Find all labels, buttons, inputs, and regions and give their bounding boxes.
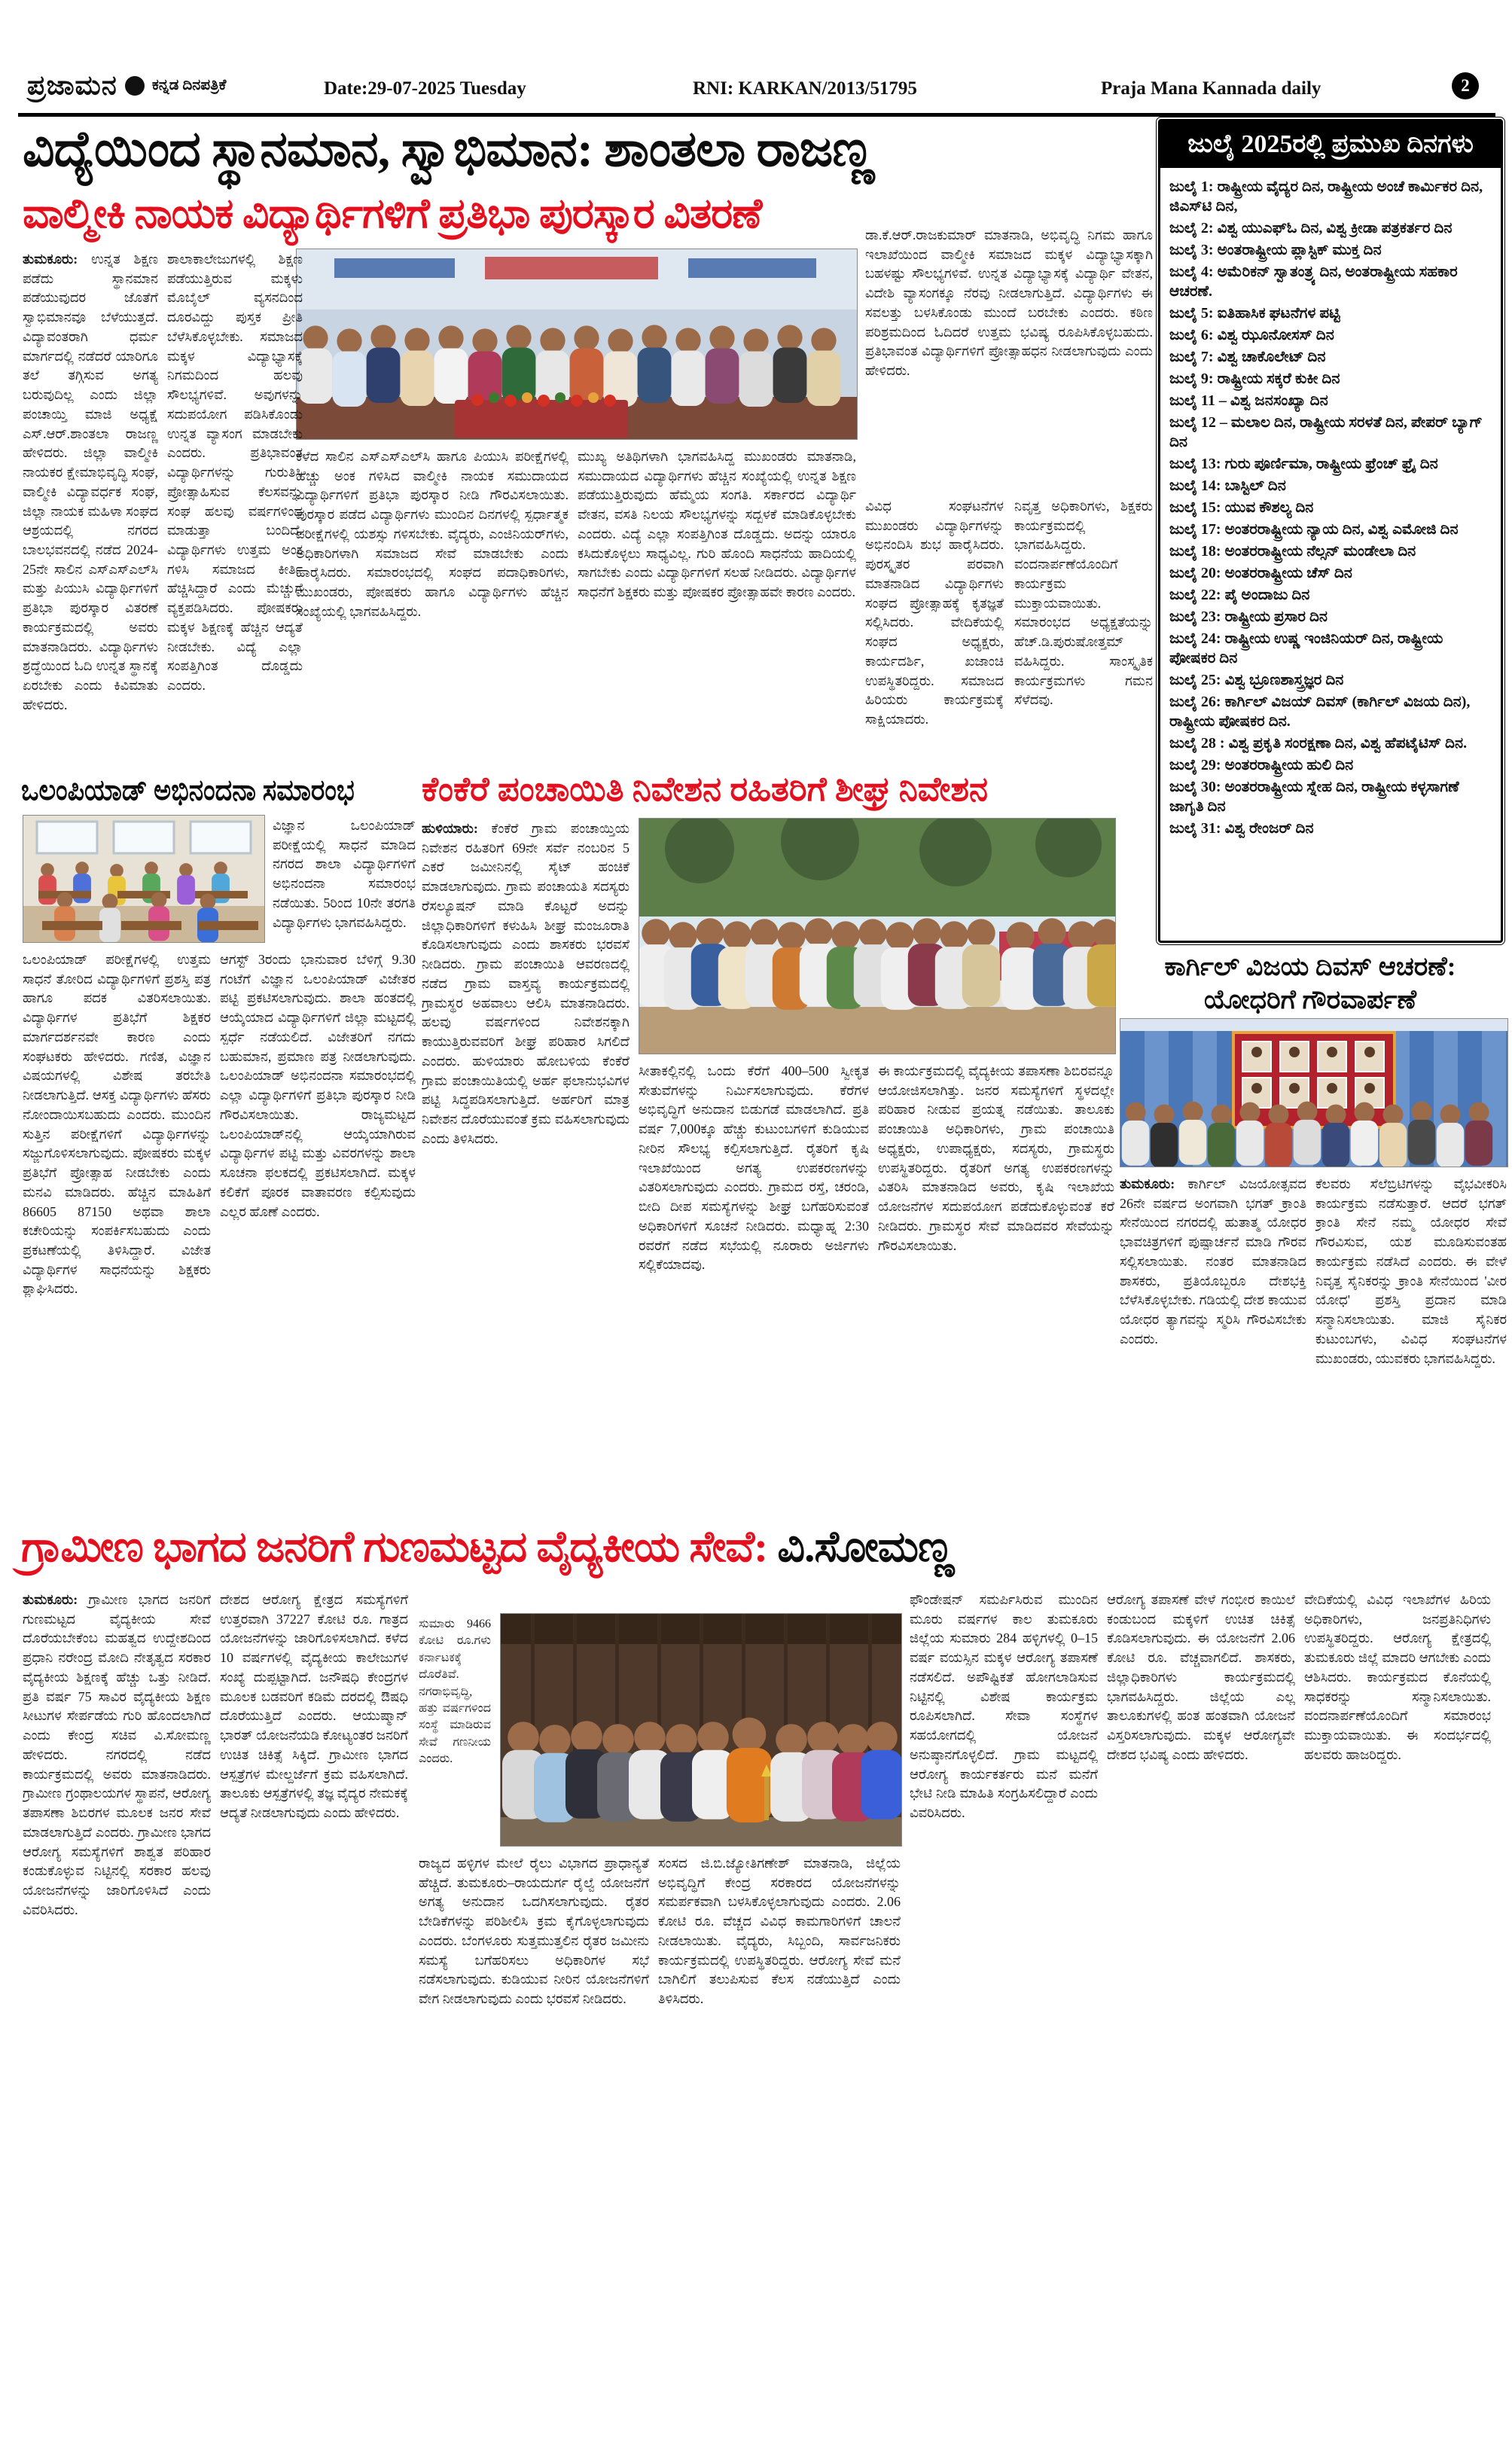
list-item: ಜುಲೈ 24: ರಾಷ್ಟ್ರೀಯ ಉಷ್ಣ ಇಂಜಿನಿಯರ್ ದಿನ, ರಾಷ್ಟ್ರೀಯ ಪೋಷಕರ ದಿನ: [1169, 630, 1443, 666]
kenkere-headline: ಕೆಂಕೆರೆ ಪಂಚಾಯಿತಿ ನಿವೇಶನ ರಹಿತರಿಗೆ ಶೀಘ್ರ ನಿವೇಶನ: [422, 770, 989, 808]
list-item: ಜುಲೈ 6: ವಿಶ್ವ ಝೂನೋಸಸ್ ದಿನ: [1169, 327, 1334, 343]
list-item: ಜುಲೈ 3: ಅಂತರಾಷ್ಟ್ರೀಯ ಪ್ಲಾಸ್ಟಿಕ್ ಮುಕ್ತ ದಿನ: [1169, 242, 1382, 258]
list-item: ಜುಲೈ 13: ಗುರು ಪೂರ್ಣಿಮಾ, ರಾಷ್ಟ್ರೀಯ ಫ್ರೆಂಚ್ ಫ್ರೈ ದಿನ: [1169, 456, 1438, 472]
dateline: ತುಮಕೂರು:: [23, 1592, 78, 1607]
kargil-column: ಕೆಲವರು ಸೆಲೆಬ್ರಿಟಿಗಳನ್ನು ವೈಭವೀಕರಿಸಿ ಕಾರ್ಯಕ್ರಮ ನಡೆಸುತ್ತಾರೆ. ಆದರೆ ಭಗತ್ ಕ್ರಾಂತಿ ಸೇನೆ ನಮ್ಮ ಯೋಧರ ಸೇವೆ ಗೌರವಿಸುವ, ಯಶ ಮೂಡಿಸುವಂತಹ ಕಾರ್ಯಕ್ರಮ ನಡೆಸಿದೆ ಎಂದರು. ಈ ವೇಳೆ ನಿವೃತ್ತ ಸೈನಿಕರನ್ನು ಕ್ರಾಂತಿ ಸೇನೆಯಿಂದ 'ವೀರ ಯೋಧ' ಪ್ರಶಸ್ತಿ ಪ್ರದಾನ ಮಾಡಿ ಸನ್ಮಾನಿಸಲಾಯಿತು. ಮಾಜಿ ಸೈನಿಕರ ಕುಟುಂಬಗಳು, ವಿವಿಧ ಸಂಘಟನೆಗಳ ಮುಖಂಡರು, ಯುವಕರು ಭಾಗವಹಿಸಿದ್ದರು.: [1315, 1176, 1507, 1366]
header-rule: [18, 113, 1495, 117]
photo-kargil-vijay-divas: [1120, 1018, 1508, 1167]
list-item: ಜುಲೈ 15: ಯುವ ಕೌಶಲ್ಯ ದಿನ: [1169, 499, 1314, 516]
olympiad-column: ಆಗಸ್ಟ್ 3ರಂದು ಭಾನುವಾರ ಬೆಳಿಗ್ಗೆ 9.30 ಗಂಟೆಗೆ ವಿಜ್ಞಾನ ಒಲಂಪಿಯಾಡ್ ವಿಜೇತರ ಪಟ್ಟಿ ಪ್ರಕಟಿಸಲಾಗುವುದು. ಶಾಲಾ ಹಂತದಲ್ಲಿ ಆಯ್ಕೆಯಾದ ವಿದ್ಯಾರ್ಥಿಗಳಿಗೆ ಜಿಲ್ಲಾ ಮಟ್ಟದಲ್ಲಿ ಸ್ಪರ್ಧೆ ನಡೆಯಲಿದೆ. ವಿಜೇತರಿಗೆ ನಗದು ಬಹುಮಾನ, ಪ್ರಮಾಣ ಪತ್ರ ನೀಡಲಾಗುವುದು. ಒಲಂಪಿಯಾಡ್ ಅಭಿನಂದನಾ ಸಮಾರಂಭದಲ್ಲಿ ಎಲ್ಲಾ ವಿದ್ಯಾರ್ಥಿಗಳಿಗೆ ಪ್ರತಿಭಾ ಪುರಸ್ಕಾರ ನೀಡಿ ಗೌರವಿಸಲಾಯಿತು. ರಾಜ್ಯಮಟ್ಟದ ಒಲಂಪಿಯಾಡ್‌ನಲ್ಲಿ ಆಯ್ಕೆಯಾಗಿರುವ ವಿದ್ಯಾರ್ಥಿಗಳ ಪಟ್ಟಿ ಮತ್ತು ವಿವರಗಳನ್ನು ಶಾಲಾ ಸೂಚನಾ ಫಲಕದಲ್ಲಿ ಪ್ರಕಟಿಸಲಾಗಿದೆ. ಮಕ್ಕಳ ಕಲಿಕೆಗೆ ಪೂರಕ ವಾತಾವರಣ ಕಲ್ಪಿಸುವುದು ಎಲ್ಲರ ಹೊಣೆ ಎಂದರು.: [220, 952, 416, 1219]
kargil-headline-line2: ಯೋಧರಿಗೆ ಗೌರವಾರ್ಪಣೆ: [1203, 984, 1417, 1014]
rni-number: RNI: KARKAN/2013/51795: [693, 78, 917, 99]
list-item: ಜುಲೈ 26: ಕಾರ್ಗಿಲ್ ವಿಜಯ್ ದಿವಸ್ (ಕಾರ್ಗಿಲ್ ವಿಜಯ ದಿನ), ರಾಷ್ಟ್ರೀಯ ಪೋಷಕರ ದಿನ.: [1169, 694, 1471, 730]
list-item: ಜುಲೈ 5: ಐತಿಹಾಸಿಕ ಘಟನೆಗಳ ಪಟ್ಟಿ: [1169, 305, 1340, 322]
lead-headline: ವಿದ್ಯೆಯಿಂದ ಸ್ಥಾನಮಾನ, ಸ್ವಾಭಿಮಾನ: ಶಾಂತಲಾ ರಾಜಣ್ಣ: [23, 122, 874, 177]
list-item: ಜುಲೈ 20: ಅಂತರರಾಷ್ಟ್ರೀಯ ಚೆಸ್ ದಿನ: [1169, 565, 1352, 581]
list-item: ಜುಲೈ 2: ವಿಶ್ವ ಯುಎಫ್‌ಓ ದಿನ, ವಿಶ್ವ ಕ್ರೀಡಾ ಪತ್ರಕರ್ತರ ದಿನ: [1169, 220, 1453, 236]
list-item: ಜುಲೈ 18: ಅಂತರರಾಷ್ಟ್ರೀಯ ನೆಲ್ಸನ್ ಮಂಡೇಲಾ ದಿನ: [1169, 543, 1416, 560]
list-item: ಜುಲೈ 14: ಬಾಸ್ಟಿಲ್ ದಿನ: [1169, 477, 1286, 494]
somanna-column: ವೇದಿಕೆಯಲ್ಲಿ ವಿವಿಧ ಇಲಾಖೆಗಳ ಹಿರಿಯ ಅಧಿಕಾರಿಗಳು, ಜನಪ್ರತಿನಿಧಿಗಳು ಉಪಸ್ಥಿತರಿದ್ದರು. ಆರೋಗ್ಯ ಕ್ಷೇತ್ರದಲ್ಲಿ ತುಮಕೂರು ಜಿಲ್ಲೆ ಮಾದರಿ ಆಗಬೇಕು ಎಂದು ಆಶಿಸಿದರು. ಕಾರ್ಯಕ್ರಮದ ಕೊನೆಯಲ್ಲಿ ಸಾಧಕರನ್ನು ಸನ್ಮಾನಿಸಲಾಯಿತು. ವಂದನಾರ್ಪಣೆಯೊಂದಿಗೆ ಸಮಾರಂಭ ಮುಕ್ತಾಯವಾಯಿತು. ಈ ಸಂದರ್ಭದಲ್ಲಿ ಹಲವರು ಹಾಜರಿದ್ದರು.: [1304, 1592, 1491, 1762]
list-item: ಜುಲೈ 1: ರಾಷ್ಟ್ರೀಯ ವೈದ್ಯರ ದಿನ, ರಾಷ್ಟ್ರೀಯ ಅಂಚೆ ಕಾರ್ಮಿಕರ ದಿನ, ಜಿಎಸ್‌ಟಿ ದಿನ,: [1169, 178, 1483, 215]
lead-article-column: ಮುಖ್ಯ ಅತಿಥಿಗಳಾಗಿ ಭಾಗವಹಿಸಿದ್ದ ಮುಖಂಡರು ಮಾತನಾಡಿ, ಸಮುದಾಯದ ವಿದ್ಯಾರ್ಥಿಗಳು ಹೆಚ್ಚಿನ ಸಂಖ್ಯೆಯಲ್ಲಿ ಉನ್ನತ ಶಿಕ್ಷಣ ಪಡೆಯುತ್ತಿರುವುದು ಹೆಮ್ಮೆಯ ಸಂಗತಿ. ಸರ್ಕಾರದ ವಿದ್ಯಾರ್ಥಿ ವೇತನ, ವಸತಿ ನಿಲಯ ಸೌಲಭ್ಯಗಳನ್ನು ಸದ್ಬಳಕೆ ಮಾಡಿಕೊಳ್ಳಬೇಕು ಎಂದರು. ವಿದ್ಯೆ ಎಲ್ಲಾ ಸಂಪತ್ತಿಗಿಂತ ದೊಡ್ಡದು. ಅದನ್ನು ಯಾರೂ ಕಸಿದುಕೊಳ್ಳಲು ಸಾಧ್ಯವಿಲ್ಲ. ಗುರಿ ಹೊಂದಿ ಸಾಧನೆಯ ಹಾದಿಯಲ್ಲಿ ಸಾಗಬೇಕು ಎಂದು ವಿದ್ಯಾರ್ಥಿಗಳಿಗೆ ಸಲಹೆ ನೀಡಿದರು. ವಿದ್ಯಾರ್ಥಿಗಳ ಸಾಧನೆಗೆ ಶಿಕ್ಷಕರು ಮತ್ತು ಪೋಷಕರ ಪ್ರೋತ್ಸಾಹವೇ ಕಾರಣ ಎಂದರು.: [578, 449, 856, 600]
kenkere-column: ಸೀತಾಕಲ್ಲಿನಲ್ಲಿ ಒಂದು ಕೆರೆಗೆ 400–500 ಸ್ವೀಕೃತ ಸೇತುವೆಗಳನ್ನು ನಿರ್ಮಿಸಲಾಗುವುದು. ಕೆರೆಗಳ ಅಭಿವೃದ್ಧಿಗೆ ಅನುದಾನ ಬಿಡುಗಡೆ ಮಾಡಲಾಗಿದೆ. ಪ್ರತಿ ವರ್ಷ 7,000ಕ್ಕೂ ಹೆಚ್ಚು ಕುಟುಂಬಗಳಿಗೆ ಕುಡಿಯುವ ನೀರಿನ ಸೌಲಭ್ಯ ಕಲ್ಪಿಸಲಾಗುತ್ತಿದೆ. ರೈತರಿಗೆ ಕೃಷಿ ಇಲಾಖೆಯಿಂದ ಅಗತ್ಯ ಉಪಕರಣಗಳನ್ನು ವಿತರಿಸಲಾಗುವುದು ಎಂದರು. ಗ್ರಾಮದ ರಸ್ತೆ, ಚರಂಡಿ, ಬೀದಿ ದೀಪ ಸಮಸ್ಯೆಗಳನ್ನು ಶೀಘ್ರ ಬಗೆಹರಿಸುವಂತೆ ಅಧಿಕಾರಿಗಳಿಗೆ ಸೂಚನೆ ನೀಡಿದರು. ಮಧ್ಯಾಹ್ನ 2:30 ರವರೆಗೆ ನಡೆದ ಸಭೆಯಲ್ಲಿ ನೂರಾರು ಅರ್ಜಿಗಳು ಸಲ್ಲಿಕೆಯಾದವು.: [639, 1063, 869, 1273]
list-item: ಜುಲೈ 17: ಅಂತರರಾಷ್ಟ್ರೀಯ ನ್ಯಾಯ ದಿನ, ವಿಶ್ವ ಎಮೋಜಿ ದಿನ: [1169, 521, 1459, 538]
body-text: ಕೆಂಕೆರೆ ಗ್ರಾಮ ಪಂಚಾಯ್ತಿಯ ನಿವೇಶನ ರಹಿತರಿಗೆ 69ನೇ ಸರ್ವೆ ನಂಬರಿನ 5 ಎಕರೆ ಜಮೀನಿನಲ್ಲಿ ಸೈಟ್ ಹಂಚಿಕೆ ಮಾಡಲಾಗುವುದು. ಗ್ರಾಮ ಪಂಚಾಯತಿ ಸದಸ್ಯರು ರೆಸಲ್ಯೂಷನ್ ಮಾಡಿ ಕೊಟ್ಟರೆ ಅದನ್ನು ಜಿಲ್ಲಾಧಿಕಾರಿಗಳಿಗೆ ಕಳುಹಿಸಿ ಶೀಘ್ರ ಮಂಜೂರಾತಿ ಕೊಡಿಸಲಾಗುವುದು ಎಂದು ಶಾಸಕರು ಭರವಸೆ ನೀಡಿದರು. ಗ್ರಾಮ ಪಂಚಾಯಿತಿ ಆವರಣದಲ್ಲಿ ನಡೆದ ಗ್ರಾಮ ವಾಸ್ತವ್ಯ ಕಾರ್ಯಕ್ರಮದಲ್ಲಿ ಗ್ರಾಮಸ್ಥರ ಅಹವಾಲು ಆಲಿಸಿ ಮಾತನಾಡಿದರು. ಹಲವು ವರ್ಷಗಳಿಂದ ನಿವೇಶನಕ್ಕಾಗಿ ಕಾಯುತ್ತಿರುವವರಿಗೆ ಶೀಘ್ರ ಪರಿಹಾರ ಸಿಗಲಿದೆ ಎಂದರು. ಹುಳಿಯಾರು ಹೋಬಳಿಯ ಕೆಂಕೆರೆ ಗ್ರಾಮ ಪಂಚಾಯಿತಿಯಲ್ಲಿ ಅರ್ಹ ಫಲಾನುಭವಿಗಳ ಪಟ್ಟಿ ಸಿದ್ಧಪಡಿಸಲಾಗುತ್ತಿದೆ. ಅರ್ಹರಿಗೆ ಮಾತ್ರ ನಿವೇಶನ ದೊರೆಯುವಂತೆ ಕ್ರಮ ವಹಿಸಲಾಗುವುದು ಎಂದು ತಿಳಿಸಿದರು.: [422, 821, 629, 1146]
list-item: ಜುಲೈ 25: ವಿಶ್ವ ಭ್ರೂಣಶಾಸ್ತ್ರಜ್ಞರ ದಿನ: [1169, 672, 1344, 688]
photo-olympiad-classroom: [23, 815, 265, 943]
body-text: ಕಾರ್ಗಿಲ್ ವಿಜಯೋತ್ಸವದ 26ನೇ ವರ್ಷದ ಅಂಗವಾಗಿ ಭಗತ್ ಕ್ರಾಂತಿ ಸೇನೆಯಿಂದ ನಗರದಲ್ಲಿ ಹುತಾತ್ಮ ಯೋಧರ ಭಾವಚಿತ್ರಗಳಿಗೆ ಪುಷ್ಪಾರ್ಚನೆ ಮಾಡಿ ಗೌರವ ಸಲ್ಲಿಸಲಾಯಿತು. ನಂತರ ಮಾತನಾಡಿದ ಶಾಸಕರು, ಪ್ರತಿಯೊಬ್ಬರೂ ದೇಶಭಕ್ತಿ ಬೆಳೆಸಿಕೊಳ್ಳಬೇಕು. ಗಡಿಯಲ್ಲಿ ದೇಶ ಕಾಯುವ ಯೋಧರ ತ್ಯಾಗವನ್ನು ಸ್ಮರಿಸಿ ಗೌರವಿಸಬೇಕು ಎಂದರು.: [1120, 1176, 1306, 1347]
photo-somanna-event: [500, 1613, 902, 1847]
dateline: ತುಮಕೂರು:: [23, 252, 78, 267]
somanna-headline: [21, 1523, 953, 1572]
olympiad-column: ವಿಜ್ಞಾನ ಒಲಂಪಿಯಾಡ್ ಪರೀಕ್ಷೆಯಲ್ಲಿ ಸಾಧನೆ ಮಾಡಿದ ನಗರದ ಶಾಲಾ ವಿದ್ಯಾರ್ಥಿಗಳಿಗೆ ಅಭಿನಂದನಾ ಸಮಾರಂಭ ನಡೆಯಿತು. 5ರಿಂದ 10ನೇ ತರಗತಿ ವಿದ್ಯಾರ್ಥಿಗಳು ಭಾಗವಹಿಸಿದ್ದರು.: [273, 818, 416, 930]
somanna-column: [23, 1591, 211, 2416]
lead-article-column: ಶಾಲಾಕಾಲೇಜುಗಳಲ್ಲಿ ಶಿಕ್ಷಣ ಪಡೆಯುತ್ತಿರುವ ಮಕ್ಕಳು ಮೊಬೈಲ್ ವ್ಯಸನದಿಂದ ದೂರವಿದ್ದು ಪುಸ್ತಕ ಪ್ರೀತಿ ಬೆಳೆಸಿಕೊಳ್ಳಬೇಕು. ಸಮಾಜದ ಮಕ್ಕಳ ವಿದ್ಯಾಭ್ಯಾಸಕ್ಕೆ ನಿಗಮದಿಂದ ಹಲವು ಸೌಲಭ್ಯಗಳಿವೆ. ಅವುಗಳನ್ನು ಸದುಪಯೋಗ ಪಡಿಸಿಕೊಂಡು ಉನ್ನತ ವ್ಯಾಸಂಗ ಮಾಡಬೇಕು ಎಂದರು. ಪ್ರತಿಭಾವಂತ ವಿದ್ಯಾರ್ಥಿಗಳನ್ನು ಗುರುತಿಸಿ ಪ್ರೋತ್ಸಾಹಿಸುವ ಕೆಲಸವನ್ನು ಸಂಘ ಹಲವು ವರ್ಷಗಳಿಂದ ಮಾಡುತ್ತಾ ಬಂದಿದೆ. ವಿದ್ಯಾರ್ಥಿಗಳು ಉತ್ತಮ ಅಂಕ ಗಳಿಸಿ ಸಮಾಜದ ಕೀರ್ತಿ ಹೆಚ್ಚಿಸಿದ್ದಾರೆ ಎಂದು ಮೆಚ್ಚುಗೆ ವ್ಯಕ್ತಪಡಿಸಿದರು. ಪೋಷಕರು ಮಕ್ಕಳ ಶಿಕ್ಷಣಕ್ಕೆ ಹೆಚ್ಚಿನ ಆದ್ಯತೆ ನೀಡಬೇಕು. ವಿದ್ಯೆ ಎಲ್ಲಾ ಸಂಪತ್ತಿಗಿಂತ ದೊಡ್ಡದು ಎಂದರು.: [167, 252, 303, 694]
list-item: ಜುಲೈ 7: ವಿಶ್ವ ಚಾಕೊಲೇಟ್ ದಿನ: [1169, 349, 1326, 365]
list-item: ಜುಲೈ 28 : ವಿಶ್ವ ಪ್ರಕೃತಿ ಸಂರಕ್ಷಣಾ ದಿನ, ವಿಶ್ವ ಹೆಪಟೈಟಿಸ್ ದಿನ.: [1169, 735, 1468, 752]
list-item: ಜುಲೈ 9: ರಾಷ್ಟ್ರೀಯ ಸಕ್ಕರೆ ಕುಕೀ ದಿನ: [1169, 371, 1340, 387]
page-number-badge: 2: [1452, 72, 1479, 99]
kargil-headline-line1: ಕಾರ್ಗಿಲ್ ವಿಜಯ ದಿವಸ್ ಆಚರಣೆ:: [1164, 952, 1456, 981]
dateline: ಹುಳಿಯಾರು:: [422, 821, 478, 836]
july-days-list: [1160, 168, 1501, 947]
masthead-logo: ಪ್ರಜಾಮನ: [27, 70, 117, 100]
kargil-headline: [1122, 950, 1498, 1017]
lead-article-column: ಕಳೆದ ಸಾಲಿನ ಎಸ್‌ಎಸ್‌ಎಲ್‌ಸಿ ಹಾಗೂ ಪಿಯುಸಿ ಪರೀಕ್ಷೆಗಳಲ್ಲಿ ಹೆಚ್ಚು ಅಂಕ ಗಳಿಸಿದ ವಾಲ್ಮೀಕಿ ನಾಯಕ ಸಮುದಾಯದ ವಿದ್ಯಾರ್ಥಿಗಳಿಗೆ ಪ್ರತಿಭಾ ಪುರಸ್ಕಾರ ನೀಡಿ ಗೌರವಿಸಲಾಯಿತು. ಪುರಸ್ಕಾರ ಪಡೆದ ವಿದ್ಯಾರ್ಥಿಗಳು ಮುಂದಿನ ದಿನಗಳಲ್ಲಿ ಸ್ಪರ್ಧಾತ್ಮಕ ಪರೀಕ್ಷೆಗಳಲ್ಲಿ ಯಶಸ್ಸು ಗಳಿಸಬೇಕು. ವೈದ್ಯರು, ಎಂಜಿನಿಯರ್‌ಗಳು, ಅಧಿಕಾರಿಗಳಾಗಿ ಸಮಾಜದ ಸೇವೆ ಮಾಡಬೇಕು ಎಂದು ಹಾರೈಸಿದರು. ಸಮಾರಂಭದಲ್ಲಿ ಸಂಘದ ಪದಾಧಿಕಾರಿಗಳು, ಮುಖಂಡರು, ಪೋಷಕರು ಹಾಗೂ ವಿದ್ಯಾರ್ಥಿಗಳು ಹೆಚ್ಚಿನ ಸಂಖ್ಯೆಯಲ್ಲಿ ಭಾಗವಹಿಸಿದ್ದರು.: [296, 449, 569, 619]
somanna-column: ಆರೋಗ್ಯ ತಪಾಸಣೆ ವೇಳೆ ಗಂಭೀರ ಕಾಯಿಲೆ ಕಂಡುಬಂದ ಮಕ್ಕಳಿಗೆ ಉಚಿತ ಚಿಕಿತ್ಸೆ ಕೊಡಿಸಲಾಗುವುದು. ಈ ಯೋಜನೆಗೆ 2.06 ಕೋಟಿ ರೂ. ವೆಚ್ಚವಾಗಲಿದೆ. ಶಾಸಕರು, ಜಿಲ್ಲಾಧಿಕಾರಿಗಳು ಕಾರ್ಯಕ್ರಮದಲ್ಲಿ ಭಾಗವಹಿಸಿದ್ದರು. ಜಿಲ್ಲೆಯ ಎಲ್ಲ ತಾಲೂಕುಗಳಲ್ಲಿ ಹಂತ ಹಂತವಾಗಿ ಯೋಜನೆ ವಿಸ್ತರಿಸಲಾಗುವುದು. ಮಕ್ಕಳ ಆರೋಗ್ಯವೇ ದೇಶದ ಭವಿಷ್ಯ ಎಂದು ಹೇಳಿದರು.: [1107, 1592, 1295, 1762]
paper-name-english: Praja Mana Kannada daily: [1101, 78, 1321, 99]
july-days-title: ಜುಲೈ 2025ರಲ್ಲಿ ಪ್ರಮುಖ ದಿನಗಳು: [1160, 121, 1501, 168]
somanna-headline-name: ವಿ.ಸೋಮಣ್ಣ: [777, 1524, 954, 1571]
somanna-column: ದೇಶದ ಆರೋಗ್ಯ ಕ್ಷೇತ್ರದ ಸಮಸ್ಯೆಗಳಿಗೆ ಉತ್ತರವಾಗಿ 37227 ಕೋಟಿ ರೂ. ಗಾತ್ರದ ಯೋಜನೆಗಳನ್ನು ಜಾರಿಗೊಳಿಸಲಾಗಿದೆ. ಕಳೆದ 10 ವರ್ಷಗಳಲ್ಲಿ ವೈದ್ಯಕೀಯ ಕಾಲೇಜುಗಳ ಸಂಖ್ಯೆ ದುಪ್ಪಟ್ಟಾಗಿದೆ. ಜನೌಷಧಿ ಕೇಂದ್ರಗಳ ಮೂಲಕ ಬಡವರಿಗೆ ಕಡಿಮೆ ದರದಲ್ಲಿ ಔಷಧಿ ದೊರೆಯುತ್ತಿದೆ ಎಂದರು. ಆಯುಷ್ಮಾನ್ ಭಾರತ್ ಯೋಜನೆಯಡಿ ಕೋಟ್ಯಂತರ ಜನರಿಗೆ ಉಚಿತ ಚಿಕಿತ್ಸೆ ಸಿಕ್ಕಿದೆ. ಗ್ರಾಮೀಣ ಭಾಗದ ಆಸ್ಪತ್ರೆಗಳ ಮೇಲ್ದರ್ಜೆಗೆ ಕ್ರಮ ವಹಿಸಲಾಗಿದೆ. ತಾಲೂಕು ಆಸ್ಪತ್ರೆಗಳಲ್ಲಿ ತಜ್ಞ ವೈದ್ಯರ ನೇಮಕಕ್ಕೆ ಆದ್ಯತೆ ನೀಡಲಾಗುವುದು ಎಂದು ಹೇಳಿದರು.: [220, 1592, 408, 1821]
july-days-box: [1158, 119, 1503, 943]
list-item: ಜುಲೈ 11 – ವಿಶ್ವ ಜನಸಂಖ್ಯಾ ದಿನ: [1169, 392, 1328, 409]
list-item: ಜುಲೈ 22: ಪೈ ಅಂದಾಜು ದಿನ: [1169, 587, 1310, 603]
lead-article-column: ವಿವಿಧ ಸಂಘಟನೆಗಳ ಮುಖಂಡರು ವಿದ್ಯಾರ್ಥಿಗಳನ್ನು ಅಭಿನಂದಿಸಿ ಶುಭ ಹಾರೈಸಿದರು. ಪುರಸ್ಕೃತರ ಪರವಾಗಿ ಮಾತನಾಡಿದ ವಿದ್ಯಾರ್ಥಿಗಳು ಸಂಘದ ಪ್ರೋತ್ಸಾಹಕ್ಕೆ ಕೃತಜ್ಞತೆ ಸಲ್ಲಿಸಿದರು. ವೇದಿಕೆಯಲ್ಲಿ ಸಂಘದ ಅಧ್ಯಕ್ಷರು, ಕಾರ್ಯದರ್ಶಿ, ಖಜಾಂಚಿ ಉಪಸ್ಥಿತರಿದ್ದರು. ಸಮಾಜದ ಹಿರಿಯರು ಕಾರ್ಯಕ್ರಮಕ್ಕೆ ಸಾಕ್ಷಿಯಾದರು.: [865, 499, 1004, 727]
somanna-headline-red: ಗ್ರಾಮೀಣ ಭಾಗದ ಜನರಿಗೆ ಗುಣಮಟ್ಟದ ವೈದ್ಯಕೀಯ ಸೇವೆ:: [21, 1524, 778, 1571]
lead-article-column: [23, 250, 158, 747]
list-item: ಜುಲೈ 12 – ಮಲಾಲ ದಿನ, ರಾಷ್ಟ್ರೀಯ ಸರಳತೆ ದಿನ, ಪೇಪರ್ ಬ್ಯಾಗ್ ದಿನ: [1169, 414, 1483, 450]
masthead-emblem-icon: [125, 76, 145, 96]
dateline: ತುಮಕೂರು:: [1120, 1176, 1175, 1191]
kenkere-column: ಈ ಕಾರ್ಯಕ್ರಮದಲ್ಲಿ ವೈದ್ಯಕೀಯ ತಪಾಸಣಾ ಶಿಬಿರವನ್ನೂ ಆಯೋಜಿಸಲಾಗಿತ್ತು. ಜನರ ಸಮಸ್ಯೆಗಳಿಗೆ ಸ್ಥಳದಲ್ಲೇ ಪರಿಹಾರ ನೀಡುವ ಪ್ರಯತ್ನ ನಡೆಯಿತು. ತಾಲೂಕು ಪಂಚಾಯಿತಿ ಅಧಿಕಾರಿಗಳು, ಗ್ರಾಮ ಪಂಚಾಯಿತಿ ಅಧ್ಯಕ್ಷರು, ಉಪಾಧ್ಯಕ್ಷರು, ಸದಸ್ಯರು, ಗ್ರಾಮಸ್ಥರು ಉಪಸ್ಥಿತರಿದ್ದರು. ರೈತರಿಗೆ ಅಗತ್ಯ ಉಪಕರಣಗಳನ್ನು ವಿತರಿಸಿ ಮಾತನಾಡಿದ ಅವರು, ಕೃಷಿ ಇಲಾಖೆಯ ಯೋಜನೆಗಳ ಸದುಪಯೋಗ ಪಡೆದುಕೊಳ್ಳುವಂತೆ ಕರೆ ನೀಡಿದರು. ಗ್ರಾಮಸ್ಥರ ಸೇವೆ ಮಾಡಿದವರ ಸೇವೆಯನ್ನು ಗೌರವಿಸಲಾಯಿತು.: [878, 1063, 1114, 1253]
olympiad-headline: ಒಲಂಪಿಯಾಡ್ ಅಭಿನಂದನಾ ಸಮಾರಂಭ: [21, 775, 355, 807]
list-item: ಜುಲೈ 4: ಅಮೆರಿಕನ್ ಸ್ವಾತಂತ್ರ್ಯ ದಿನ, ಅಂತರಾಷ್ಟ್ರೀಯ ಸಹಕಾರ ಆಚರಣೆ.: [1169, 264, 1458, 300]
olympiad-column: ಒಲಂಪಿಯಾಡ್ ಪರೀಕ್ಷೆಗಳಲ್ಲಿ ಉತ್ತಮ ಸಾಧನೆ ತೋರಿದ ವಿದ್ಯಾರ್ಥಿಗಳಿಗೆ ಪ್ರಶಸ್ತಿ ಪತ್ರ ಹಾಗೂ ಪದಕ ವಿತರಿಸಲಾಯಿತು. ವಿದ್ಯಾರ್ಥಿಗಳ ಪ್ರತಿಭೆಗೆ ಶಿಕ್ಷಕರ ಮಾರ್ಗದರ್ಶನವೇ ಕಾರಣ ಎಂದು ಸಂಘಟಕರು ಹೇಳಿದರು. ಗಣಿತ, ವಿಜ್ಞಾನ ವಿಷಯಗಳಲ್ಲಿ ವಿಶೇಷ ತರಬೇತಿ ನೀಡಲಾಗುತ್ತಿದೆ. ಆಸಕ್ತ ವಿದ್ಯಾರ್ಥಿಗಳು ಹೆಸರು ನೋಂದಾಯಿಸಬಹುದು ಎಂದರು. ಮುಂದಿನ ಸುತ್ತಿನ ಪರೀಕ್ಷೆಗಳಿಗೆ ವಿದ್ಯಾರ್ಥಿಗಳನ್ನು ಸಜ್ಜುಗೊಳಿಸಲಾಗುವುದು. ಪೋಷಕರು ಮಕ್ಕಳ ಪ್ರತಿಭೆಗೆ ಪ್ರೋತ್ಸಾಹ ನೀಡಬೇಕು ಎಂದು ಮನವಿ ಮಾಡಿದರು. ಹೆಚ್ಚಿನ ಮಾಹಿತಿಗೆ 86605 87150 ಅಥವಾ ಶಾಲಾ ಕಚೇರಿಯನ್ನು ಸಂಪರ್ಕಿಸಬಹುದು ಎಂದು ಪ್ರಕಟಣೆಯಲ್ಲಿ ತಿಳಿಸಿದ್ದಾರೆ. ವಿಜೇತ ವಿದ್ಯಾರ್ಥಿಗಳ ಸಾಧನೆಯನ್ನು ಶಿಕ್ಷಕರು ಶ್ಲಾಘಿಸಿದರು.: [23, 952, 211, 1297]
list-item: ಜುಲೈ 30: ಅಂತರರಾಷ್ಟ್ರೀಯ ಸ್ನೇಹ ದಿನ, ರಾಷ್ಟ್ರೀಯ ಕಳ್ಳಸಾಗಣೆ ಜಾಗೃತಿ ದಿನ: [1169, 779, 1459, 815]
masthead-tagline: ಕನ್ನಡ ದಿನಪತ್ರಿಕೆ: [151, 77, 227, 93]
somanna-column: ಫೌಂಡೇಷನ್ ಸಮರ್ಪಿಸಿರುವ ಮುಂದಿನ ಮೂರು ವರ್ಷಗಳ ಕಾಲ ತುಮಕೂರು ಜಿಲ್ಲೆಯ ಸುಮಾರು 284 ಹಳ್ಳಿಗಳಲ್ಲಿ 0–15 ವರ್ಷ ವಯಸ್ಸಿನ ಮಕ್ಕಳ ಆರೋಗ್ಯ ತಪಾಸಣೆ ನಡೆಸಲಿದೆ. ಅಪೌಷ್ಟಿಕತೆ ಹೋಗಲಾಡಿಸುವ ನಿಟ್ಟಿನಲ್ಲಿ ವಿಶೇಷ ಕಾರ್ಯಕ್ರಮ ರೂಪಿಸಲಾಗಿದೆ. ಸೇವಾ ಸಂಸ್ಥೆಗಳ ಸಹಯೋಗದಲ್ಲಿ ಯೋಜನೆ ಅನುಷ್ಠಾನಗೊಳ್ಳಲಿದೆ. ಗ್ರಾಮ ಮಟ್ಟದಲ್ಲಿ ಆರೋಗ್ಯ ಕಾರ್ಯಕರ್ತರು ಮನೆ ಮನೆಗೆ ಭೇಟಿ ನೀಡಿ ಮಾಹಿತಿ ಸಂಗ್ರಹಿಸಲಿದ್ದಾರೆ ಎಂದು ವಿವರಿಸಿದರು.: [910, 1592, 1098, 1821]
somanna-column: ಸಂಸದ ಜಿ.ಬಿ.ಜ್ಯೋತಿಗಣೇಶ್ ಮಾತನಾಡಿ, ಜಿಲ್ಲೆಯ ಅಭಿವೃದ್ಧಿಗೆ ಕೇಂದ್ರ ಸರಕಾರದ ಯೋಜನೆಗಳನ್ನು ಸಮರ್ಪಕವಾಗಿ ಬಳಸಿಕೊಳ್ಳಲಾಗುವುದು ಎಂದರು. 2.06 ಕೋಟಿ ರೂ. ವೆಚ್ಚದ ವಿವಿಧ ಕಾಮಗಾರಿಗಳಿಗೆ ಚಾಲನೆ ನೀಡಲಾಯಿತು. ವೈದ್ಯರು, ಸಿಬ್ಬಂದಿ, ಸಾರ್ವಜನಿಕರು ಕಾರ್ಯಕ್ರಮದಲ್ಲಿ ಉಪಸ್ಥಿತರಿದ್ದರು. ಆರೋಗ್ಯ ಸೇವೆ ಮನೆ ಬಾಗಿಲಿಗೆ ತಲುಪಿಸುವ ಕೆಲಸ ನಡೆಯುತ್ತಿದೆ ಎಂದು ತಿಳಿಸಿದರು.: [658, 1856, 901, 2007]
lead-subheadline: ವಾಲ್ಮೀಕಿ ನಾಯಕ ವಿದ್ಯಾರ್ಥಿಗಳಿಗೆ ಪ್ರತಿಭಾ ಪುರಸ್ಕಾರ ವಿತರಣೆ: [23, 191, 762, 236]
somanna-column: ರಾಜ್ಯದ ಹಳ್ಳಿಗಳ ಮೇಲೆ ರೈಲು ವಿಭಾಗದ ಪ್ರಾಧಾನ್ಯತೆ ಹೆಚ್ಚಿದೆ. ತುಮಕೂರು–ರಾಯದುರ್ಗ ರೈಲ್ವೆ ಯೋಜನೆಗೆ ಅಗತ್ಯ ಅನುದಾನ ಒದಗಿಸಲಾಗುವುದು. ರೈತರ ಬೇಡಿಕೆಗಳನ್ನು ಪರಿಶೀಲಿಸಿ ಕ್ರಮ ಕೈಗೊಳ್ಳಲಾಗುವುದು ಎಂದರು. ಬೆಂಗಳೂರು ಸುತ್ತಮುತ್ತಲಿನ ರೈತರ ಜಮೀನು ಸಮಸ್ಯೆ ಬಗೆಹರಿಸಲು ಅಧಿಕಾರಿಗಳ ಸಭೆ ನಡೆಸಲಾಗುವುದು. ಕುಡಿಯುವ ನೀರಿನ ಯೋಜನೆಗಳಿಗೆ ವೇಗ ನೀಡಲಾಗುವುದು ಎಂದು ಭರವಸೆ ನೀಡಿದರು.: [419, 1856, 649, 2007]
lead-article-column: ಡಾ.ಕೆ.ಆರ್.ರಾಜಕುಮಾರ್ ಮಾತನಾಡಿ, ಅಭಿವೃದ್ಧಿ ನಿಗಮ ಹಾಗೂ ಇಲಾಖೆಯಿಂದ ವಾಲ್ಮೀಕಿ ಸಮಾಜದ ಮಕ್ಕಳ ವಿದ್ಯಾಭ್ಯಾಸಕ್ಕಾಗಿ ಬಹಳಷ್ಟು ಸೌಲಭ್ಯಗಳಿವೆ. ಉನ್ನತ ವಿದ್ಯಾಭ್ಯಾಸಕ್ಕೆ ವಿದ್ಯಾರ್ಥಿ ವೇತನ, ವಿದೇಶಿ ವ್ಯಾಸಂಗಕ್ಕೂ ನೆರವು ನೀಡಲಾಗುತ್ತಿದೆ. ವಿದ್ಯಾರ್ಥಿಗಳು ಈ ಸವಲತ್ತು ಬಳಸಿಕೊಂಡು ಮುಂದೆ ಬರಬೇಕು ಎಂದರು. ಕಠಿಣ ಪರಿಶ್ರಮದಿಂದ ಓದಿದರೆ ಉತ್ತಮ ಭವಿಷ್ಯ ರೂಪಿಸಿಕೊಳ್ಳಬಹುದು. ಪ್ರತಿಭಾವಂತ ವಿದ್ಯಾರ್ಥಿಗಳಿಗೆ ಪ್ರೋತ್ಸಾಹಧನ ನೀಡಲಾಗುವುದು ಎಂದು ಹೇಳಿದರು.: [865, 227, 1153, 379]
list-item: ಜುಲೈ 23: ರಾಷ್ಟ್ರೀಯ ಪ್ರಸಾರ ದಿನ: [1169, 608, 1328, 625]
somanna-column: ಸುಮಾರು 9466 ಕೋಟಿ ರೂ.ಗಳು ಕರ್ನಾಟಕಕ್ಕೆ ದೊರೆತಿವೆ. ನಗರಾಭಿವೃದ್ಧಿ, ಹತ್ತು ವರ್ಷಗಳಿಂದ ಸಂಸ್ಥೆ ಮಾಡಿರುವ ಸೇವೆ ಗಣನೀಯ ಎಂದರು.: [419, 1618, 491, 1766]
body-text: ಉನ್ನತ ಶಿಕ್ಷಣ ಪಡೆದು ಸ್ಥಾನಮಾನ ಪಡೆಯುವುದರ ಜೊತೆಗೆ ಸ್ವಾಭಿಮಾನವೂ ಬೆಳೆಯುತ್ತದೆ. ವಿದ್ಯಾವಂತರಾಗಿ ಧರ್ಮ ಮಾರ್ಗದಲ್ಲಿ ನಡೆದರೆ ಯಾರಿಗೂ ತಲೆ ತಗ್ಗಿಸುವ ಅಗತ್ಯ ಬರುವುದಿಲ್ಲ ಎಂದು ಜಿಲ್ಲಾ ಪಂಚಾಯ್ತಿ ಮಾಜಿ ಅಧ್ಯಕ್ಷೆ ಎಸ್.ಆರ್.ಶಾಂತಲಾ ರಾಜಣ್ಣ ಹೇಳಿದರು. ಜಿಲ್ಲಾ ವಾಲ್ಮೀಕಿ ನಾಯಕರ ಕ್ಷೇಮಾಭಿವೃದ್ಧಿ ಸಂಘ, ವಾಲ್ಮೀಕಿ ವಿದ್ಯಾವರ್ಧಕ ಸಂಘ, ಜಿಲ್ಲಾ ನಾಯಕ ಮಹಿಳಾ ಸಂಘದ ಆಶ್ರಯದಲ್ಲಿ ನಗರದ ಬಾಲಭವನದಲ್ಲಿ ನಡೆದ 2024-25ನೇ ಸಾಲಿನ ಎಸ್‌ಎಸ್‌ಎಲ್‌ಸಿ ಮತ್ತು ಪಿಯುಸಿ ವಿದ್ಯಾರ್ಥಿಗಳಿಗೆ ಪ್ರತಿಭಾ ಪುರಸ್ಕಾರ ವಿತರಣೆ ಕಾರ್ಯಕ್ರಮದಲ್ಲಿ ಅವರು ಮಾತನಾಡಿದರು. ವಿದ್ಯಾರ್ಥಿಗಳು ಶ್ರದ್ಧೆಯಿಂದ ಓದಿ ಉನ್ನತ ಸ್ಥಾನಕ್ಕೆ ಏರಬೇಕು ಎಂದು ಕಿವಿಮಾತು ಹೇಳಿದರು.: [23, 252, 158, 712]
lead-article-column: ನಿವೃತ್ತ ಅಧಿಕಾರಿಗಳು, ಶಿಕ್ಷಕರು ಕಾರ್ಯಕ್ರಮದಲ್ಲಿ ಭಾಗವಹಿಸಿದ್ದರು. ವಂದನಾರ್ಪಣೆಯೊಂದಿಗೆ ಕಾರ್ಯಕ್ರಮ ಮುಕ್ತಾಯವಾಯಿತು. ಸಮಾರಂಭದ ಅಧ್ಯಕ್ಷತೆಯನ್ನು ಹೆಚ್.ಡಿ.ಪುರುಷೋತ್ತಮ್ ವಹಿಸಿದ್ದರು. ಸಾಂಸ್ಕೃತಿಕ ಕಾರ್ಯಕ್ರಮಗಳು ಗಮನ ಸೆಳೆದವು.: [1014, 499, 1153, 708]
list-item: ಜುಲೈ 29: ಅಂತರರಾಷ್ಟ್ರೀಯ ಹುಲಿ ದಿನ: [1169, 757, 1354, 773]
photo-award-ceremony: [296, 249, 858, 440]
list-item: ಜುಲೈ 31: ವಿಶ್ವ ರೇಂಜರ್ ದಿನ: [1169, 820, 1314, 837]
issue-date: Date:29-07-2025 Tuesday: [324, 78, 526, 99]
kargil-column: [1120, 1175, 1306, 1506]
masthead: [27, 69, 226, 102]
body-text: ಗ್ರಾಮೀಣ ಭಾಗದ ಜನರಿಗೆ ಗುಣಮಟ್ಟದ ವೈದ್ಯಕೀಯ ಸೇವೆ ದೊರೆಯಬೇಕೆಂಬ ಮಹತ್ವದ ಉದ್ದೇಶದಿಂದ ಪ್ರಧಾನಿ ನರೇಂದ್ರ ಮೋದಿ ನೇತೃತ್ವದ ಸರಕಾರ ವೈದ್ಯಕೀಯ ಶಿಕ್ಷಣಕ್ಕೆ ಹೆಚ್ಚು ಒತ್ತು ನೀಡಿದೆ. ಪ್ರತಿ ವರ್ಷ 75 ಸಾವಿರ ವೈದ್ಯಕೀಯ ಶಿಕ್ಷಣ ಸೀಟುಗಳ ಸೇರ್ಪಡೆಯ ಗುರಿ ಹೊಂದಲಾಗಿದೆ ಎಂದು ಕೇಂದ್ರ ಸಚಿವ ವಿ.ಸೋಮಣ್ಣ ಹೇಳಿದರು. ನಗರದಲ್ಲಿ ನಡೆದ ಕಾರ್ಯಕ್ರಮದಲ್ಲಿ ಅವರು ಮಾತನಾಡಿದರು. ಗ್ರಾಮೀಣ ಗ್ರಂಥಾಲಯಗಳ ಸ್ಥಾಪನೆ, ಆರೋಗ್ಯ ತಪಾಸಣಾ ಶಿಬಿರಗಳ ಮೂಲಕ ಜನರ ಸೇವೆ ಮಾಡಲಾಗುತ್ತಿದೆ ಎಂದರು. ಗ್ರಾಮೀಣ ಭಾಗದ ಆರೋಗ್ಯ ಸಮಸ್ಯೆಗಳಿಗೆ ಶಾಶ್ವತ ಪರಿಹಾರ ಕಂಡುಕೊಳ್ಳುವ ನಿಟ್ಟಿನಲ್ಲಿ ಸರಕಾರ ಹಲವು ಯೋಜನೆಗಳನ್ನು ಜಾರಿಗೊಳಿಸಿದೆ ಎಂದು ವಿವರಿಸಿದರು.: [23, 1592, 211, 1917]
photo-kenkere-meeting: [639, 818, 1116, 1054]
kenkere-column: [422, 819, 629, 1508]
